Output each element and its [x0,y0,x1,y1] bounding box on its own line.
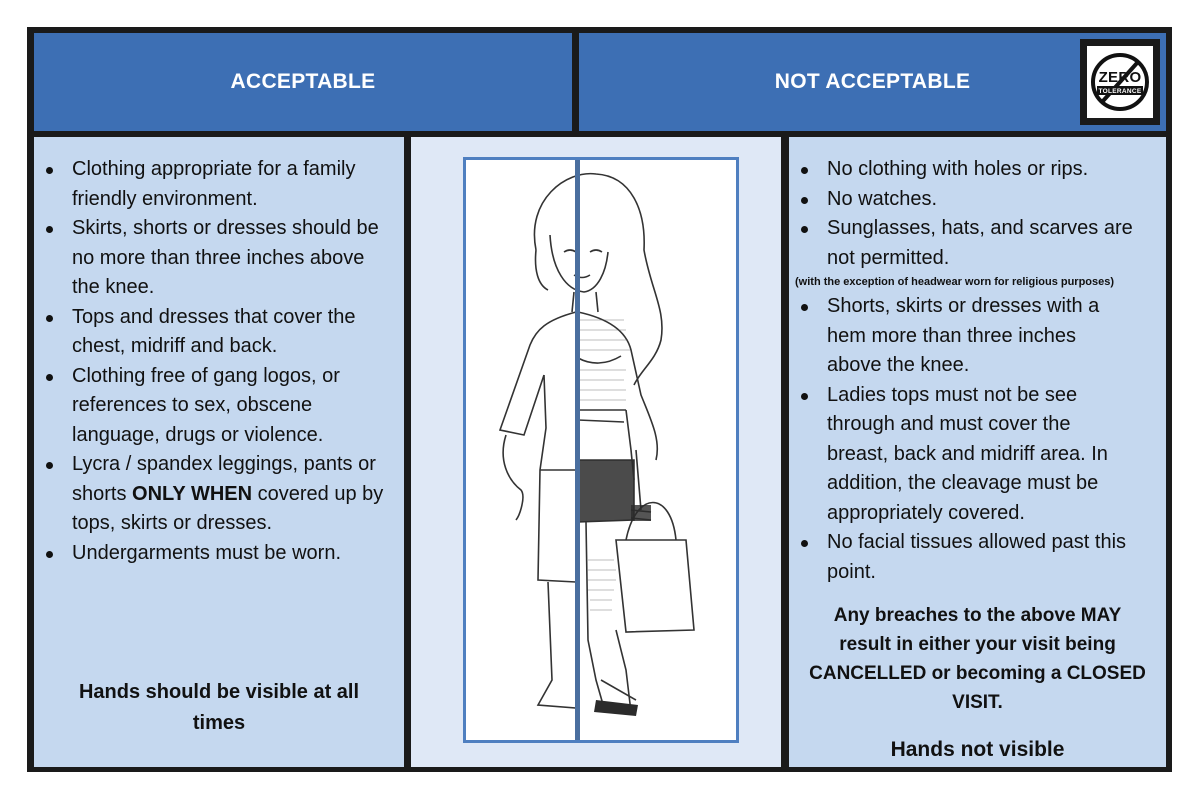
headwear-exception-note: (with the exception of headwear worn for religious purposes) [795,276,1115,288]
list-item: Clothing free of gang logos, or references to sex, obscene language, drugs or violence. [44,362,396,451]
acceptable-header-label: ACCEPTABLE [230,70,376,93]
acceptable-header [34,33,572,131]
woman-figure-illustration [466,160,736,740]
not-acceptable-list [799,155,1156,273]
list-item: Skirts, shorts or dresses should be no more than three inches above the knee. [44,214,396,303]
list-item: No facial tissues allowed past this point. [799,528,1156,587]
only-when-emphasis: ONLY WHEN [132,482,253,505]
list-item: No clothing with holes or rips. [799,155,1156,185]
zero-sub: TOLERANCE [1098,88,1142,95]
not-acceptable-header [579,33,1166,131]
not-acceptable-list-continued [799,292,1156,587]
not-acceptable-header-label: NOT ACCEPTABLE [774,70,971,93]
list-item: Shorts, skirts or dresses with a hem more than three inches above the knee. [799,292,1156,381]
illustration-panel [411,137,781,767]
zero-word: ZERO [1098,69,1142,86]
illustration-frame [463,157,739,743]
breach-warning: Any breaches to the above MAY result in either your visit being CANCELLED or becoming a CLOSED VISIT. [809,605,1146,713]
list-item: Ladies tops must not be see through and must cover the breast, back and midriff area. In addition, the cleavage must be appropriately covered. [799,381,1156,529]
hands-not-visible-note: Hands not visible [890,738,1065,761]
list-item: No watches. [799,185,1156,215]
dress-code-table [27,27,1172,772]
zero-tolerance-icon [1089,51,1151,113]
acceptable-panel [34,137,404,767]
list-item: Clothing appropriate for a family friendly environment. [44,155,396,214]
list-item: Undergarments must be worn. [44,539,396,569]
list-item: Lycra / spandex leggings, pants or shorts ONLY WHEN covered up by tops, skirts or dresses. [44,450,396,539]
zero-tolerance-logo [1080,39,1160,125]
acceptable-list [44,155,396,568]
list-item: Tops and dresses that cover the chest, midriff and back. [44,303,396,362]
not-acceptable-panel [789,137,1166,767]
list-item: Sunglasses, hats, and scarves are not permitted. [799,214,1156,273]
hands-visible-note: Hands should be visible at all times [78,681,360,734]
